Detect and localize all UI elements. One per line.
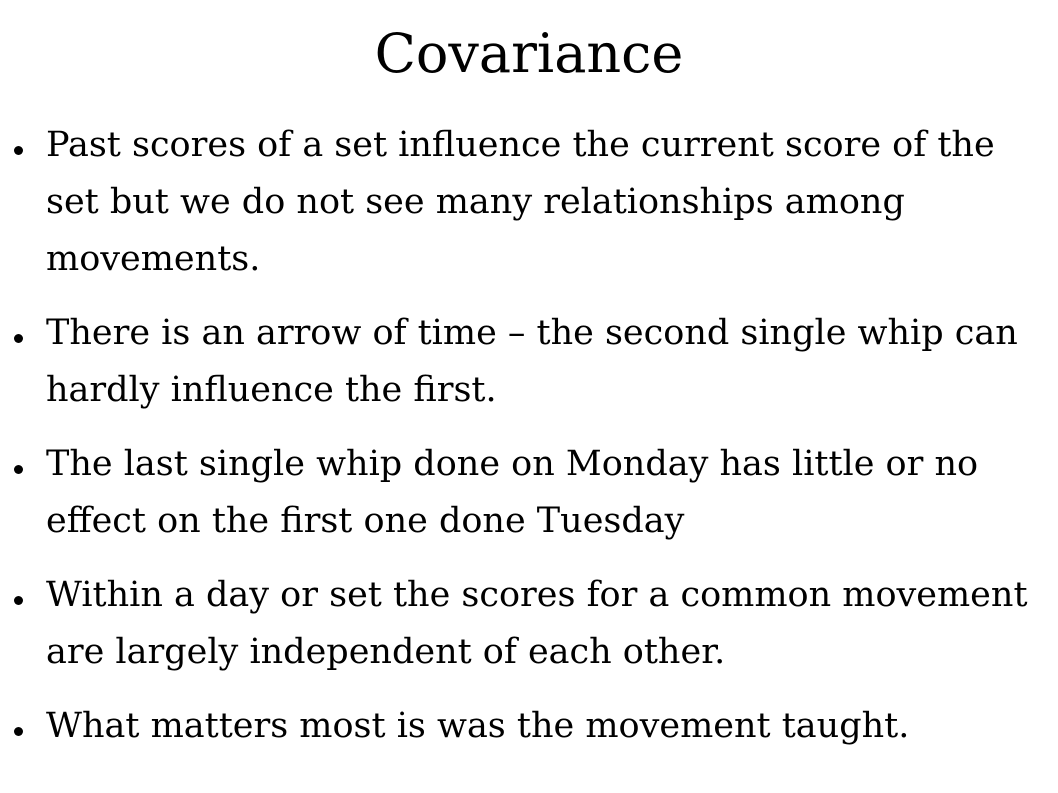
bullet-item <box>8 436 1038 550</box>
bullet-dot-icon <box>14 465 23 474</box>
bullet-item <box>8 305 1038 419</box>
bullet-item <box>8 117 1038 288</box>
bullet-text: Within a day or set the scores for a common movement are largely independent of each other. <box>46 575 1028 672</box>
bullet-dot-icon <box>14 146 23 155</box>
bullet-text: What matters most is was the movement taught. <box>46 706 910 746</box>
bullet-text: Past scores of a set influence the current score of the set but we do not see many relationships among movements. <box>46 125 995 279</box>
bullet-text: There is an arrow of time – the second single whip can hardly influence the first. <box>46 313 1018 410</box>
bullet-dot-icon <box>14 334 23 343</box>
bullet-dot-icon <box>14 727 23 736</box>
bullet-item <box>8 698 1038 755</box>
bullet-text: The last single whip done on Monday has little or no effect on the first one done Tuesday <box>46 444 979 541</box>
bullet-item <box>8 567 1038 681</box>
bullet-list <box>8 117 1038 755</box>
slide-title: Covariance <box>374 22 684 85</box>
bullet-dot-icon <box>14 596 23 605</box>
